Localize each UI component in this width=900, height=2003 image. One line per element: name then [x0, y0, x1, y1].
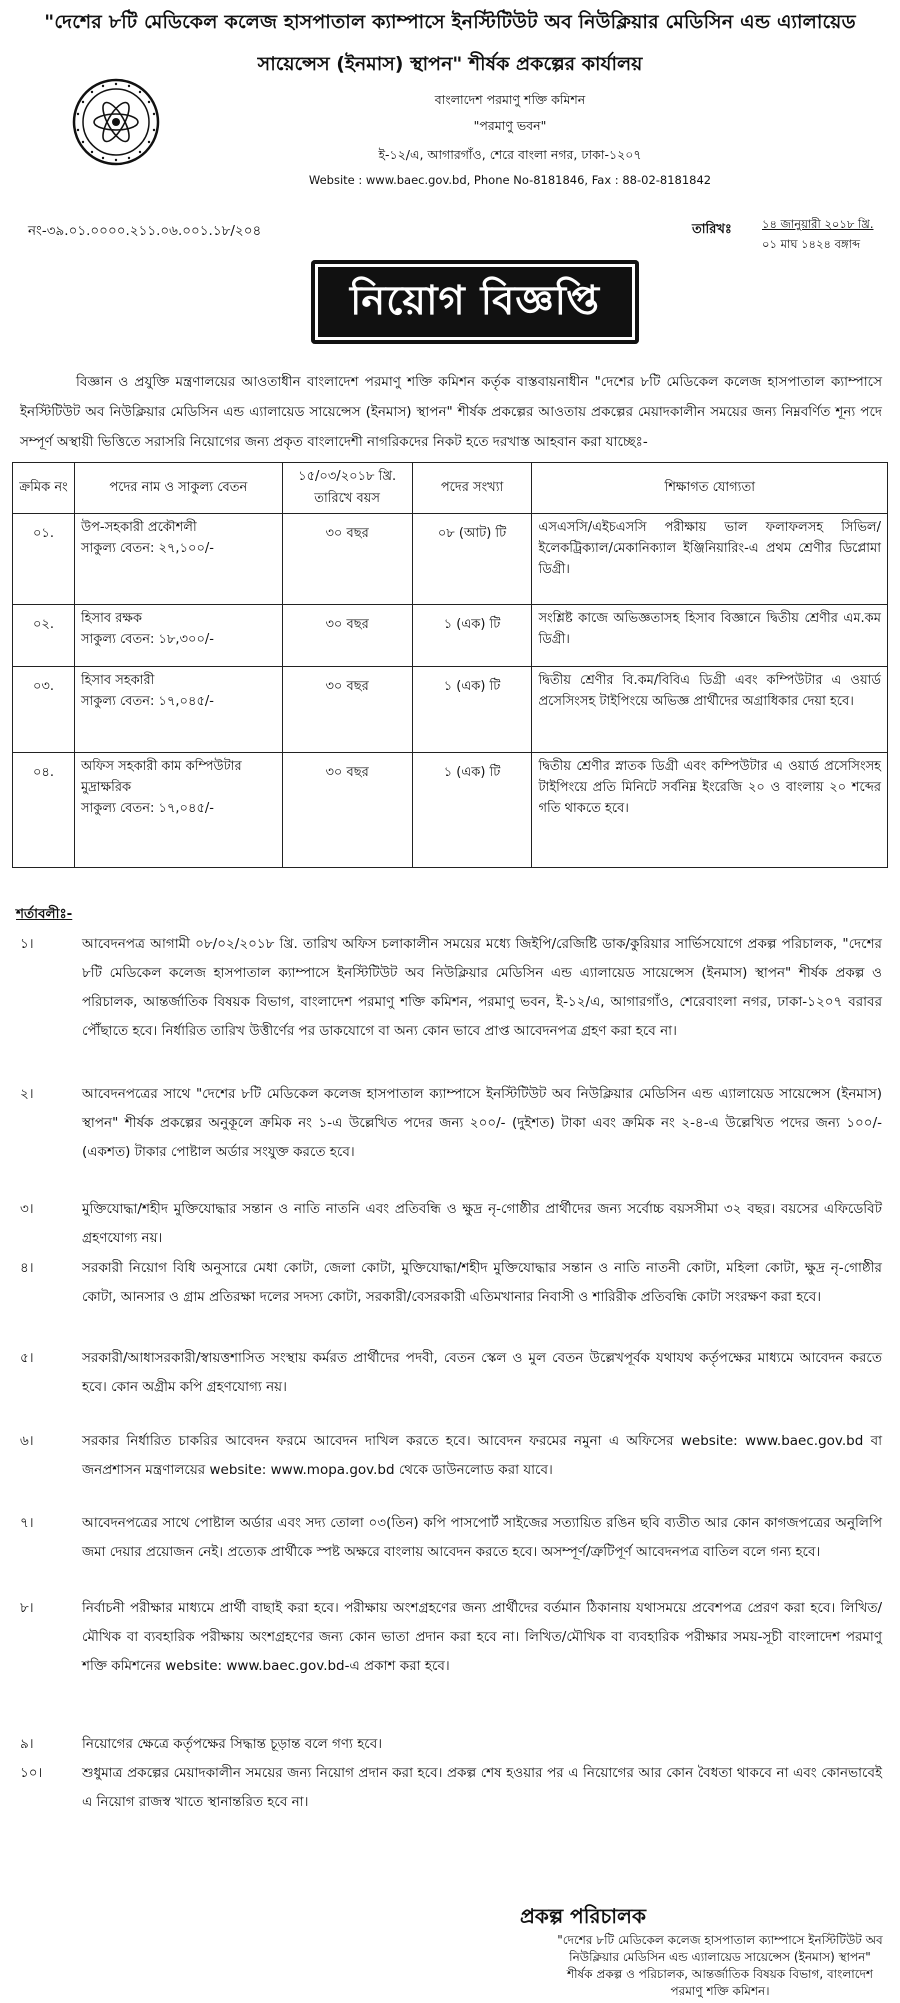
header-qualification: শিক্ষাগত যোগ্যতা	[532, 463, 888, 514]
term-number: ১০।	[20, 1765, 43, 1781]
post-salary: সাকুল্য বেতন: ১৮,৩০০/-	[80, 632, 214, 647]
term-number: ৭।	[20, 1515, 34, 1531]
signature-title: প্রকল্প পরিচালক	[520, 1904, 646, 1928]
post-name: উপ-সহকারী প্রকৌশলী	[80, 520, 197, 535]
cell-count: ১ (এক) টি	[412, 605, 532, 667]
term-text: আবেদনপত্রের সাথে "দেশের ৮টি মেডিকেল কলেজ হাসপাতাল ক্যাম্পাসে ইনস্টিটিউট অব নিউক্লিয়ার মেডিসিন এন্ড এ্যালায়েড সায়েন্সেস (ইনমাস) স্থাপন" শীর্ষক প্রকল্পের অনুকূলে ক্রমিক নং ১-এ উল্লেখিত পদের জন্য ২০০/- (দুইশত) টাকা এবং ক্রমিক নং ২-৪-এ উল্লেখিত পদের জন্য ১০০/-(একশত) টাকার পোষ্টাল অর্ডার সংযুক্ত করতে হবে।	[82, 1086, 882, 1160]
term-number: ৩।	[20, 1201, 34, 1217]
term-text: নিয়োগের ক্ষেত্রে কর্তৃপক্ষের সিদ্ধান্ত চূড়ান্ত বলে গণ্য হবে।	[82, 1736, 383, 1752]
term-item	[20, 1080, 882, 1167]
term-text: মুক্তিযোদ্ধা/শহীদ মুক্তিযোদ্ধার সন্তান ও নাতি নাতনি এবং প্রতিবন্ধি ও ক্ষুদ্র নৃ-গোষ্ঠীর প্রার্থীদের জন্য সর্বোচ্চ বয়সসীমা ৩২ বছর। বয়সের এফিডেবিট গ্রহণযোগ্য নয়।	[82, 1201, 882, 1246]
table-row	[13, 753, 888, 868]
term-text: শুধুমাত্র প্রকল্পের মেয়াদকালীন সময়ের জন্য নিয়োগ প্রদান করা হবে। প্রকল্প শেষ হওয়ার পর এ নিয়োগের আর কোন বৈধতা থাকবে না এবং কোনভাবেই এ নিয়োগ রাজস্ব খাতে স্থানান্তরিত হবে না।	[82, 1765, 882, 1810]
signature-body: "দেশের ৮টি মেডিকেল কলেজ হাসপাতাল ক্যাম্পাসে ইনস্টিটিউট অব নিউক্লিয়ার মেডিসিন এন্ড এ্যালায়েড সায়েন্সেস (ইনমাস) স্থাপন" শীর্ষক প্রকল্প ও পরিচালক, আন্তর্জাতিক বিষয়ক বিভাগ, বাংলাদেশ পরমাণু শক্তি কমিশন।	[557, 1933, 883, 1998]
cell-qualification: এসএসসি/এইচএসসি পরীক্ষায় ভাল ফলাফলসহ সিভিল/ইলেকট্রিক্যাল/মেকানিক্যাল ইঞ্জিনিয়ারিং-এ প্রথম শ্রেণীর ডিপ্লোমা ডিগ্রী।	[532, 514, 888, 605]
term-number: ৯।	[20, 1736, 34, 1752]
cell-qualification: সংশ্লিষ্ট কাজে অভিজ্ঞতাসহ হিসাব বিজ্ঞানে দ্বিতীয় শ্রেণীর এম.কম ডিগ্রী।	[532, 605, 888, 667]
cell-age: ৩০ বছর	[282, 753, 412, 868]
cell-post	[74, 605, 282, 667]
notice-banner-title: নিয়োগ বিজ্ঞপ্তি	[349, 277, 600, 324]
cell-age: ৩০ বছর	[282, 667, 412, 753]
term-item	[20, 1427, 882, 1485]
date-bangla: ০১ মাঘ ১৪২৪ বঙ্গাব্দ	[762, 237, 861, 251]
header-serial: ক্রমিক নং	[13, 463, 75, 514]
cell-post	[74, 667, 282, 753]
term-item	[20, 1344, 882, 1402]
term-number: ১।	[20, 936, 34, 952]
table-row	[13, 667, 888, 753]
term-number: ২।	[20, 1086, 34, 1102]
org-bhaban: "পরমাণু ভবন"	[473, 118, 547, 133]
cell-serial: ০৩.	[13, 667, 75, 753]
term-item	[20, 1509, 882, 1567]
term-item	[20, 1254, 882, 1312]
terms-heading: শর্তাবলীঃ-	[16, 906, 73, 922]
header-count: পদের সংখ্যা	[412, 463, 532, 514]
table-row	[13, 605, 888, 667]
term-text: সরকারী নিয়োগ বিধি অনুসারে মেধা কোটা, জেলা কোটা, মুক্তিযোদ্ধা/শহীদ মুক্তিযোদ্ধার সন্তান ও নাতি নাতনী কোটা, মহিলা কোটা, ক্ষুদ্র নৃ-গোষ্ঠীর কোটা, আনসার ও গ্রাম প্রতিরক্ষা দলের সদস্য কোটা, সরকারী/বেসরকারী এতিমখানার নিবাসী ও শারিরীক প্রতিবন্ধি কোটা সংরক্ষণ করা হবে।	[82, 1260, 882, 1305]
term-item	[20, 1759, 882, 1817]
post-name: হিসাব সহকারী	[80, 673, 155, 688]
header-title-line2: সায়েন্সেস (ইনমাস) স্থাপন" শীর্ষক প্রকল্পের কার্যালয়	[257, 53, 643, 75]
cell-count: ১ (এক) টি	[412, 667, 532, 753]
memo-number: নং-৩৯.০১.০০০০.২১১.০৬.০০১.১৮/২০৪	[28, 223, 262, 239]
header-title-line1: "দেশের ৮টি মেডিকেল কলেজ হাসপাতাল ক্যাম্পাসে ইনস্টিটিউট অব নিউক্লিয়ার মেডিসিন এন্ড এ্যালায়েড	[44, 11, 856, 33]
vacancy-table	[12, 462, 888, 868]
post-name: হিসাব রক্ষক	[80, 611, 143, 626]
notice-banner	[311, 260, 639, 344]
cell-count: ০৮ (আট) টি	[412, 514, 532, 605]
header-age: ১৫/০৩/২০১৮ খ্রি. তারিখে বয়স	[282, 463, 412, 514]
org-address: ই-১২/এ, আগারগাঁও, শেরে বাংলা নগর, ঢাকা-১২০৭	[378, 147, 642, 162]
term-text: সরকার নির্ধারিত চাকরির আবেদন ফরমে আবেদন দাখিল করতে হবে। আবেদন ফরমের নমুনা এ অফিসের website: www.baec.gov.bd বা জনপ্রশাসন মন্ত্রণালয়ের website: www.mopa.gov.bd থেকে ডাউনলোড করা যাবে।	[82, 1433, 882, 1478]
cell-serial: ০৪.	[13, 753, 75, 868]
intro-paragraph: বিজ্ঞান ও প্রযুক্তি মন্ত্রণালয়ের আওতাধীন বাংলাদেশ পরমাণু শক্তি কমিশন কর্তৃক বাস্তবায়নাধীন "দেশের ৮টি মেডিকেল কলেজ হাসপাতাল ক্যাম্পাসে ইনস্টিটিউট অব নিউক্লিয়ার মেডিসিন এন্ড এ্যালায়েড সায়েন্সেস (ইনমাস) স্থাপন" শীর্ষক প্রকল্পের আওতায় প্রকল্পের মেয়াদকালীন সময়ের জন্য নিম্নবর্ণিত শূন্য পদে সম্পূর্ণ অস্থায়ী ভিত্তিতে সরাসরি নিয়োগের জন্য প্রকৃত বাংলাদেশী নাগরিকদের নিকট হতে দরখাস্ত আহবান করা যাচ্ছেঃ-	[20, 374, 882, 450]
post-salary: সাকুল্য বেতন: ১৭,০৪৫/-	[80, 694, 214, 709]
date-gregorian: ১৪ জানুয়ারী ২০১৮ খ্রি.	[762, 217, 874, 231]
term-item	[20, 1195, 882, 1253]
post-name: অফিস সহকারী কাম কম্পিউটার মুদ্রাক্ষরিক	[80, 759, 242, 795]
post-salary: সাকুল্য বেতন: ২৭,১০০/-	[80, 541, 214, 556]
date-label: তারিখঃ	[692, 222, 732, 237]
baec-logo-seal	[72, 78, 160, 166]
term-item	[20, 1594, 882, 1681]
table-header-row	[13, 463, 888, 514]
cell-serial: ০১.	[13, 514, 75, 605]
cell-count: ১ (এক) টি	[412, 753, 532, 868]
term-text: আবেদনপত্রের সাথে পোষ্টাল অর্ডার এবং সদ্য তোলা ০৩(তিন) কপি পাসপোর্ট সাইজের সত্যায়িত রঙিন ছবি ব্যতীত আর কোন কাগজপত্রের অনুলিপি জমা দেয়ার প্রয়োজন নেই। প্রত্যেক প্রার্থীকে স্পষ্ট অক্ষরে বাংলায় আবেদন করতে হবে। অসম্পূর্ণ/ত্রুটিপূর্ণ আবেদনপত্র বাতিল বলে গন্য হবে।	[82, 1515, 882, 1560]
term-number: ৮।	[20, 1600, 34, 1616]
cell-post	[74, 514, 282, 605]
term-number: ৫।	[20, 1350, 34, 1366]
cell-qualification: দ্বিতীয় শ্রেণীর বি.কম/বিবিএ ডিগ্রী এবং কম্পিউটার এ ওয়ার্ড প্রসেসিংসহ টাইপিংয়ে অভিজ্ঞ প্রার্থীদের অগ্রাধিকার দেয়া হবে।	[532, 667, 888, 753]
cell-age: ৩০ বছর	[282, 605, 412, 667]
cell-age: ৩০ বছর	[282, 514, 412, 605]
header-post: পদের নাম ও সাকুল্য বেতন	[74, 463, 282, 514]
org-contact: Website : www.baec.gov.bd, Phone No-8181846, Fax : 88-02-8181842	[308, 173, 712, 187]
cell-post	[74, 753, 282, 868]
term-text: নির্বাচনী পরীক্ষার মাধ্যমে প্রার্থী বাছাই করা হবে। পরীক্ষায় অংশগ্রহণের জন্য প্রার্থীদের বর্তমান ঠিকানায় যথাসময়ে প্রবেশপত্র প্রেরণ করা হবে। লিখিত/মৌখিক বা ব্যবহারিক পরীক্ষায় অংশগ্রহণের জন্য কোন ভাতা প্রদান করা হবে না। লিখিত/মৌখিক বা ব্যবহারিক পরীক্ষার সময়-সূচী বাংলাদেশ পরমাণু শক্তি কমিশনের website: www.baec.gov.bd-এ প্রকাশ করা হবে।	[82, 1600, 882, 1674]
term-item	[20, 1730, 882, 1759]
term-text: আবেদনপত্র আগামী ০৮/০২/২০১৮ খ্রি. তারিখ অফিস চলাকালীন সময়ের মধ্যে জিইপি/রেজিষ্টি ডাক/কুরিয়ার সার্ভিসযোগে প্রকল্প পরিচালক, "দেশের ৮টি মেডিকেল কলেজ হাসপাতাল ক্যাম্পাসে ইনস্টিটিউট অব নিউক্লিয়ার মেডিসিন এন্ড এ্যালায়েড সায়েন্সেস (ইনমাস) স্থাপন" শীর্ষক প্রকল্প ও পরিচালক, আন্তর্জাতিক বিষয়ক বিভাগ, বাংলাদেশ পরমাণু শক্তি কমিশন, পরমাণু ভবন, ই-১২/এ, আগারগাঁও, শেরেবাংলা নগর, ঢাকা-১২০৭ বরাবর পৌঁছাতে হবে। নির্ধারিত তারিখ উত্তীর্ণের পর ডাকযোগে বা অন্য কোন ভাবে প্রাপ্ত আবেদনপত্র গ্রহণ করা হবে না।	[82, 936, 882, 1039]
term-text: সরকারী/আধাসরকারী/স্বায়ত্তশাসিত সংস্থায় কর্মরত প্রার্থীদের পদবী, বেতন স্কেল ও মুল বেতন উল্লেখপূর্বক যথাযথ কর্তৃপক্ষের মাধ্যমে আবেদন করতে হবে। কোন অগ্রীম কপি গ্রহণযোগ্য নয়।	[82, 1350, 882, 1395]
term-number: ৪।	[20, 1260, 34, 1276]
term-item	[20, 930, 882, 1046]
table-row	[13, 514, 888, 605]
cell-qualification: দ্বিতীয় শ্রেণীর স্নাতক ডিগ্রী এবং কম্পিউটার এ ওয়ার্ড প্রসেসিংসহ টাইপিংয়ে প্রতি মিনিটে সর্বনিম্ন ইংরেজি ২০ ও বাংলায় ২০ শব্দের গতি থাকতে হবে।	[532, 753, 888, 868]
post-salary: সাকুল্য বেতন: ১৭,০৪৫/-	[80, 801, 214, 816]
org-name: বাংলাদেশ পরমাণু শক্তি কমিশন	[434, 92, 586, 107]
term-number: ৬।	[20, 1433, 34, 1449]
cell-serial: ০২.	[13, 605, 75, 667]
